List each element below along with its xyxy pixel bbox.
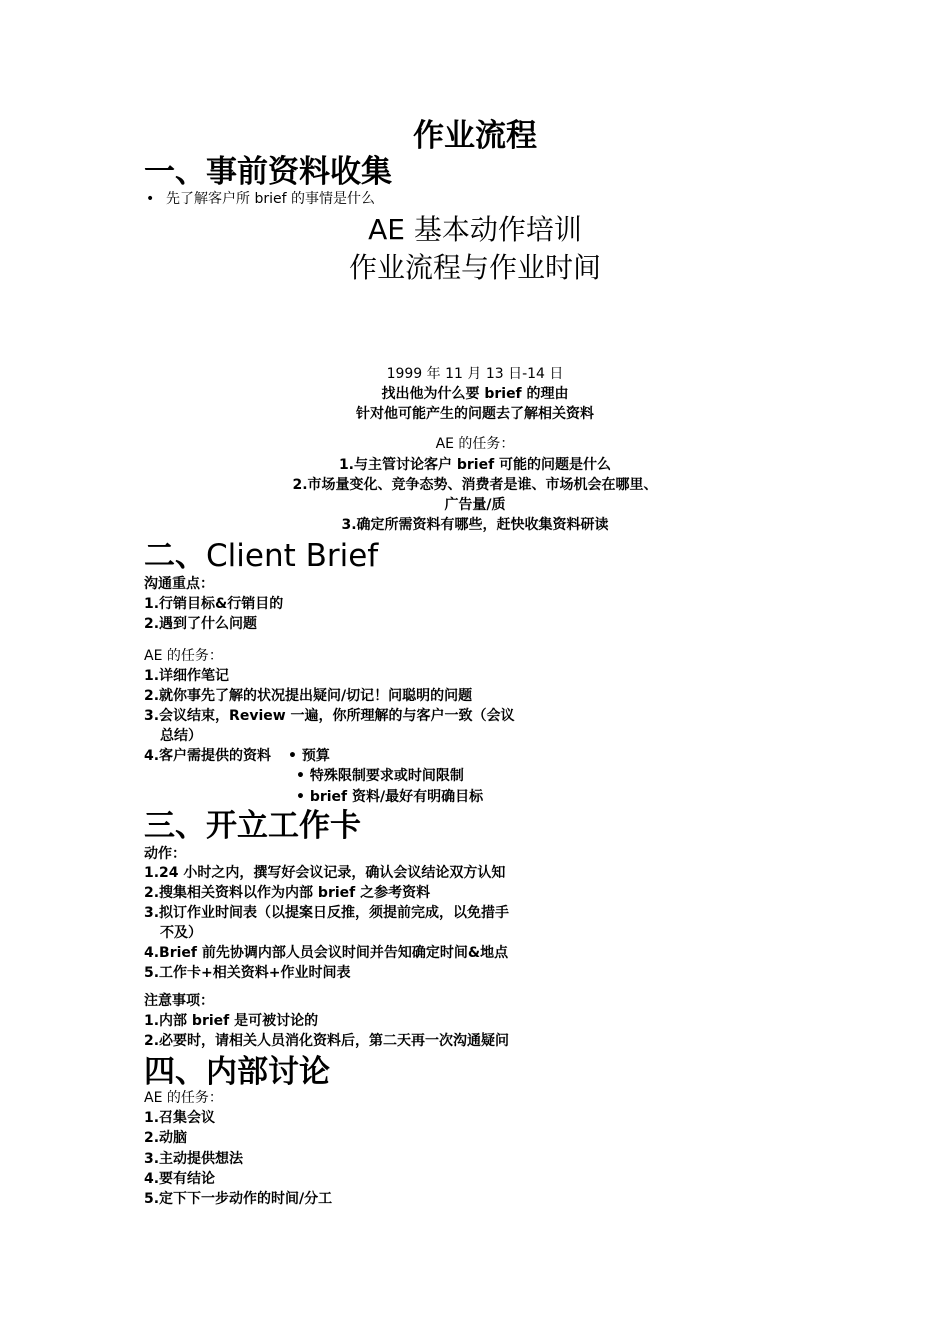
section2-task-4-bullet-3: • brief 资料/最好有明确目标 [296,789,484,805]
section2-task-4-bullet-1: • 预算 [288,748,330,764]
section2-task-4: 4.客户需提供的资料 [144,748,272,764]
section4-task-2: 2.动脑 [144,1130,188,1146]
section2-focus-label: 沟通重点： [144,576,214,592]
section4-task-5: 5.定下下一步动作的时间/分工 [144,1191,333,1207]
cover-ae-task-label: AE 的任务： [435,436,515,452]
section2-heading-prefix: 二、 [144,538,206,574]
section3-notes-label: 注意事项： [144,993,214,1009]
section3-action-5: 5.工作卡+相关资料+作业时间表 [144,965,351,981]
cover-task-3: 3.确定所需资料有哪些，赶快收集资料研读 [341,517,609,533]
section1-bullet-text: 先了解客户所 brief 的事情是什么 [166,191,375,207]
section3-heading: 三、开立工作卡 [144,808,361,844]
section4-task-1: 1.召集会议 [144,1110,216,1126]
cover-date: 1999 年 11 月 13 日-14 日 [386,366,564,382]
section1-bullet-item [146,190,375,208]
section3-note-2: 2.必要时，请相关人员消化资料后，第二天再一次沟通疑问 [144,1033,510,1049]
section2-task-3: 3.会议结束，Review 一遍，你所理解的与客户一致（会议 [144,708,515,724]
cover-title-1: AE 基本动作培训 [368,213,582,246]
section1-heading: 一、事前资料收集 [144,154,392,190]
cover-task-1: 1.与主管讨论客户 brief 可能的问题是什么 [338,457,612,473]
section3-note-1: 1.内部 brief 是可被讨论的 [144,1013,319,1029]
cover-line-1: 找出他为什么要 brief 的理由 [381,386,569,402]
section4-ae-task-label: AE 的任务： [144,1090,223,1106]
section3-action-2: 2.搜集相关资料以作为内部 brief 之参考资料 [144,885,431,901]
cover-task-2: 2.市场量变化、竞争态势、消费者是谁、市场机会在哪里、 [292,477,658,493]
section2-task-4-bullet-2: • 特殊限制要求或时间限制 [296,768,464,784]
section3-action-4: 4.Brief 前先协调内部人员会议时间并告知确定时间&地点 [144,945,509,961]
section4-task-4: 4.要有结论 [144,1171,216,1187]
cover-line-2: 针对他可能产生的问题去了解相关资料 [356,406,594,422]
section2-heading-en: Client Brief [206,538,379,574]
section2-focus-2: 2.遇到了什么问题 [144,616,258,632]
section2-task-2: 2.就你事先了解的状况提出疑问/切记！问聪明的问题 [144,688,473,704]
section3-action-label: 动作： [144,846,186,862]
section3-action-3-cont: 不及） [160,925,202,941]
section4-task-3: 3.主动提供想法 [144,1151,244,1167]
cover-title-2: 作业流程与作业时间 [348,251,601,284]
bullet-icon: • [146,191,155,207]
section3-action-3: 3.拟订作业时间表（以提案日反推，须提前完成，以免措手 [144,905,510,921]
section2-focus-1: 1.行销目标&行销目的 [144,596,284,612]
section4-heading: 四、内部讨论 [144,1054,330,1090]
cover-task-2-cont: 广告量/质 [444,497,506,513]
section2-ae-task-label: AE 的任务： [144,648,223,664]
section2-heading [144,536,378,576]
section2-task-1: 1.详细作笔记 [144,668,230,684]
page-title: 作业流程 [413,118,537,154]
section2-task-3-cont: 总结） [160,728,202,744]
section3-action-1: 1.24 小时之内，撰写好会议记录，确认会议结论双方认知 [144,865,506,881]
